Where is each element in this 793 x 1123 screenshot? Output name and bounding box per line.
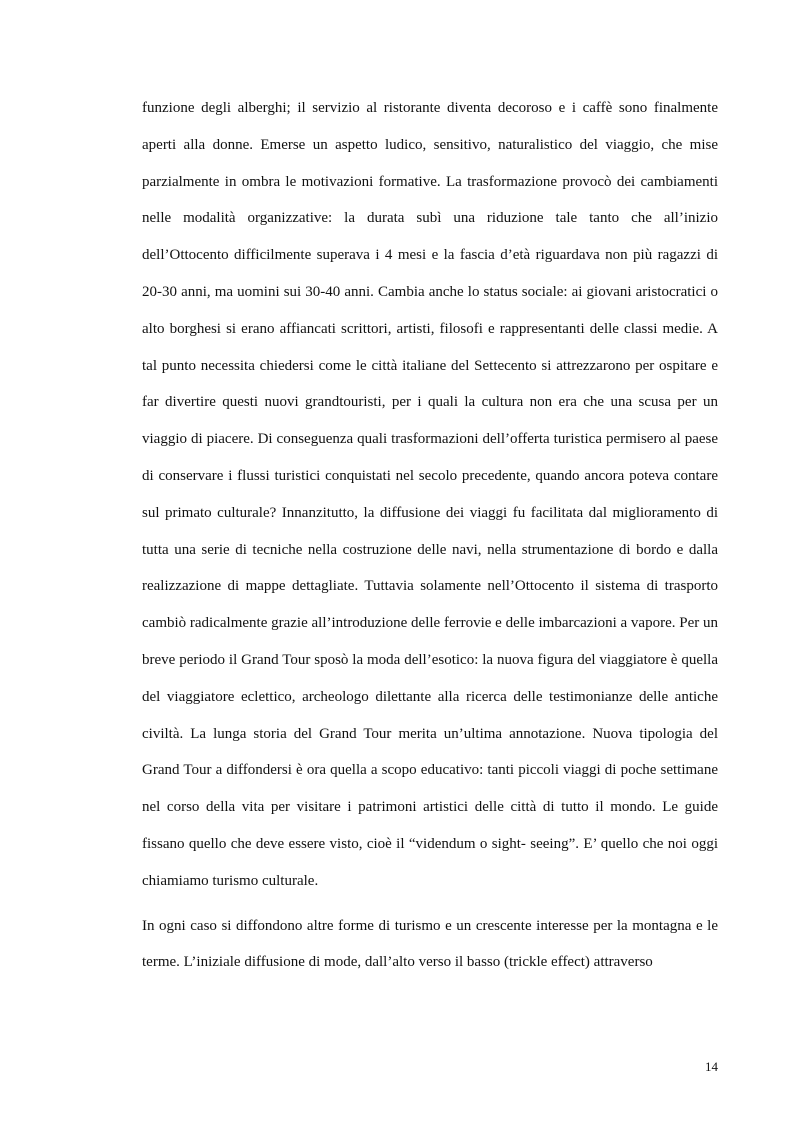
body-text — [142, 90, 718, 981]
page-number: 14 — [705, 1059, 718, 1074]
paragraph-2: In ogni caso si diffondono altre forme di turismo e un crescente interesse per la montagna e le terme. L’iniziale diffusione di mode, dall’alto verso il basso (trickle effect) attraverso — [142, 917, 718, 971]
paragraph-1: funzione degli alberghi; il servizio al ristorante diventa decoroso e i caffè sono finalmente aperti alla donne. Emerse un aspetto ludico, sensitivo, naturalistico del viaggio, che mise parzialmente in ombra le motivazioni formative. La trasformazione provocò dei cambiamenti nelle modalità organizzative: la durata subì una riduzione tale tanto che all’inizio dell’Ottocento difficilmente superava i 4 mesi e la fascia d’età riguardava non più ragazzi di 20-30 anni, ma uomini sui 30-40 anni. Cambia anche lo status sociale: ai giovani aristocratici o alto borghesi si erano affiancati scrittori, artisti, filosofi e rappresentanti delle classi medie. A tal punto necessita chiedersi come le città italiane del Settecento si attrezzarono per ospitare e far divertire questi nuovi grandtouristi, per i quali la cultura non era che una scusa per un viaggio di piacere. Di conseguenza quali trasformazioni dell’offerta turistica permisero al paese di conservare i flussi turistici conquistati nel secolo precedente, quando ancora poteva contare sul primato culturale? Innanzitutto, la diffusione dei viaggi fu facilitata dal miglioramento di tutta una serie di tecniche nella costruzione delle navi, nella strumentazione di bordo e dalla realizzazione di mappe dettagliate. Tuttavia solamente nell’Ottocento il sistema di trasporto cambiò radicalmente grazie all’introduzione delle ferrovie e delle imbarcazioni a vapore. Per un breve periodo il Grand Tour sposò la moda dell’esotico: la nuova figura del viaggiatore è quella del viaggiatore eclettico, archeologo dilettante alla ricerca delle testimonianze delle antiche civiltà. La lunga storia del Grand Tour merita un’ultima annotazione. Nuova tipologia del Grand Tour a diffondersi è ora quella a scopo educativo: tanti piccoli viaggi di poche settimane nel corso della vita per visitare i patrimoni artistici delle città di tutto il mondo. Le guide fissano quello che deve essere visto, cioè il “videndum o sight- seeing”. E’ quello che noi oggi chiamiamo turismo culturale. — [142, 100, 718, 889]
